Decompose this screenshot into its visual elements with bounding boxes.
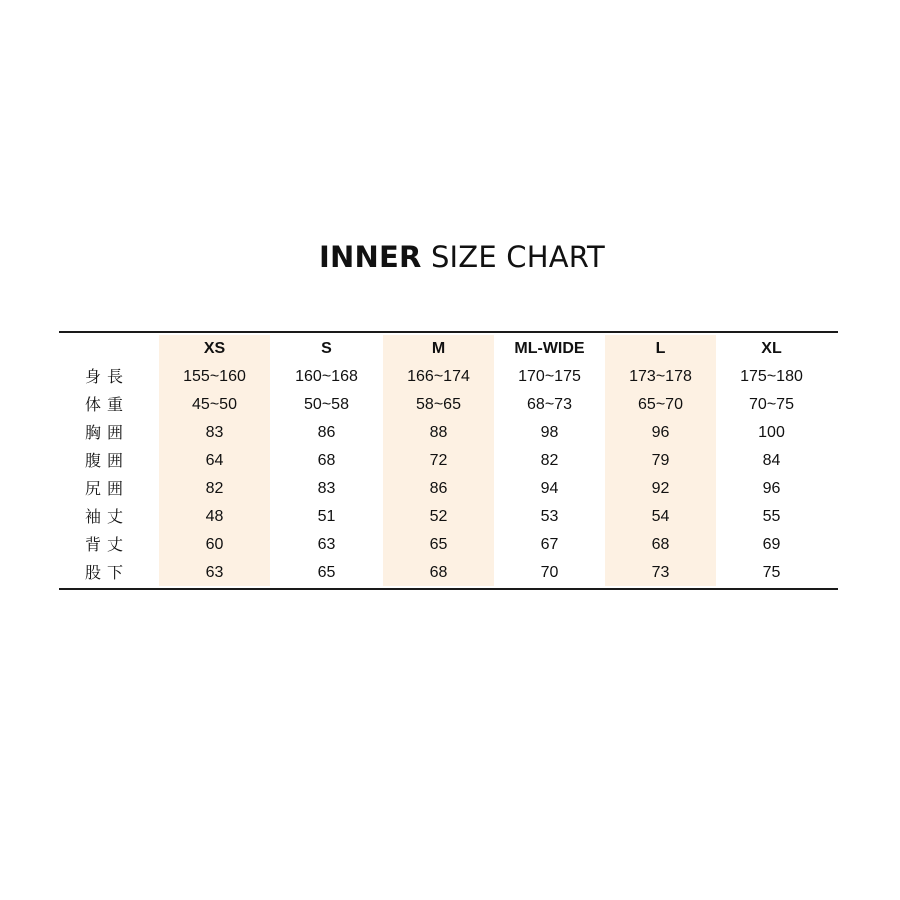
table-cell: 94 — [540, 480, 559, 497]
table-cell: 155~160 — [183, 368, 246, 385]
column-header-ml-wide: ML-WIDE — [514, 340, 585, 357]
table-cell: 65 — [317, 564, 336, 581]
column-header-xl: XL — [761, 340, 782, 357]
row-label: 股下 — [85, 563, 130, 582]
table-row — [59, 419, 838, 447]
table-cell: 70~75 — [749, 396, 794, 413]
table-cell: 70 — [540, 564, 559, 581]
table-cell: 69 — [762, 536, 781, 553]
table-cell: 68~73 — [527, 396, 572, 413]
table-cell: 54 — [651, 508, 670, 525]
table-cell: 79 — [651, 452, 670, 469]
chart-title-bold: INNER — [319, 240, 422, 274]
table-cell: 67 — [540, 536, 559, 553]
table-cell: 100 — [758, 424, 785, 441]
row-label: 尻囲 — [85, 479, 130, 498]
table-cell: 96 — [762, 480, 781, 497]
table-cell: 53 — [540, 508, 559, 525]
row-label: 身長 — [85, 367, 130, 386]
table-row — [59, 391, 838, 419]
column-header-l: L — [655, 340, 666, 357]
table-cell: 82 — [540, 452, 559, 469]
table-cell: 63 — [205, 564, 224, 581]
column-header-xs: XS — [203, 340, 226, 357]
row-label: 胸囲 — [85, 423, 130, 442]
table-cell: 68 — [317, 452, 336, 469]
table-cell: 72 — [429, 452, 448, 469]
table-cell: 73 — [651, 564, 670, 581]
table-cell: 45~50 — [192, 396, 237, 413]
table-cell: 83 — [205, 424, 224, 441]
table-cell: 175~180 — [740, 368, 803, 385]
table-row — [59, 475, 838, 503]
table-cell: 160~168 — [295, 368, 358, 385]
table-cell: 98 — [540, 424, 559, 441]
table-cell: 86 — [429, 480, 448, 497]
table-cell: 170~175 — [518, 368, 581, 385]
table-cell: 48 — [205, 508, 224, 525]
table-cell: 55 — [762, 508, 781, 525]
table-cell: 68 — [429, 564, 448, 581]
table-cell: 173~178 — [629, 368, 692, 385]
table-cell: 82 — [205, 480, 224, 497]
column-header-m: M — [431, 340, 446, 357]
table-cell: 96 — [651, 424, 670, 441]
table-row — [59, 559, 838, 587]
table-top-rule — [59, 331, 838, 333]
table-bottom-rule — [59, 588, 838, 590]
table-cell: 64 — [205, 452, 224, 469]
table-cell: 51 — [317, 508, 336, 525]
table-cell: 83 — [317, 480, 336, 497]
table-cell: 65~70 — [638, 396, 683, 413]
table-cell: 88 — [429, 424, 448, 441]
table-row — [59, 447, 838, 475]
table-row — [59, 531, 838, 559]
row-label: 袖丈 — [85, 507, 130, 526]
table-cell: 92 — [651, 480, 670, 497]
table-cell: 52 — [429, 508, 448, 525]
table-cell: 68 — [651, 536, 670, 553]
row-label: 腹囲 — [85, 451, 130, 470]
table-cell: 84 — [762, 452, 781, 469]
table-row — [59, 503, 838, 531]
table-row — [59, 363, 838, 391]
chart-title-light: SIZE CHART — [430, 240, 605, 274]
size-chart-table — [59, 331, 838, 590]
table-cell: 75 — [762, 564, 781, 581]
table-cell: 65 — [429, 536, 448, 553]
chart-title — [0, 239, 900, 275]
table-cell: 166~174 — [407, 368, 470, 385]
table-cell: 58~65 — [416, 396, 461, 413]
table-cell: 60 — [205, 536, 224, 553]
table-cell: 50~58 — [304, 396, 349, 413]
row-label: 体重 — [85, 395, 130, 414]
table-cell: 86 — [317, 424, 336, 441]
table-header-row — [59, 335, 838, 363]
row-label: 背丈 — [85, 535, 130, 554]
table-cell: 63 — [317, 536, 336, 553]
column-header-s: S — [321, 340, 332, 357]
